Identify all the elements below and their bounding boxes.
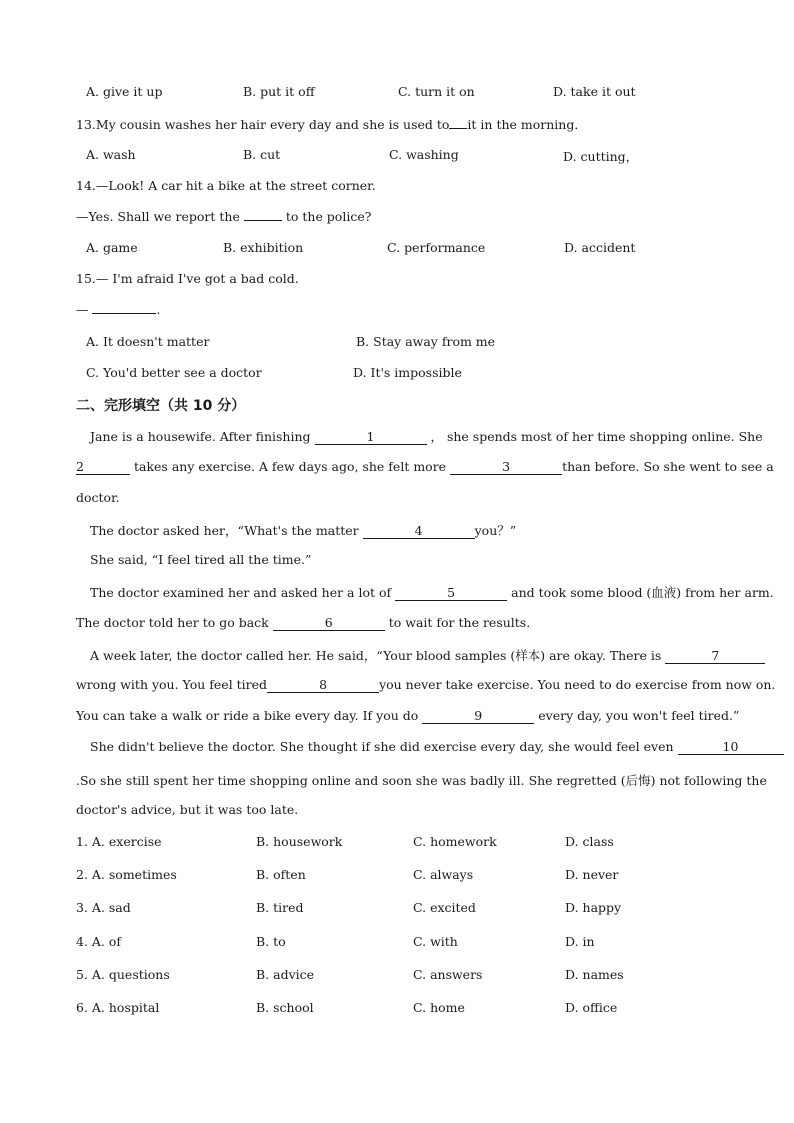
passage-text: The doctor examined her and asked her a lot of (90, 585, 392, 600)
passage-text: You can take a walk or ride a bike every day. If you do (76, 708, 419, 723)
passage-line (90, 521, 734, 539)
passage-line (76, 615, 720, 631)
passage-line: doctor. (76, 490, 120, 505)
q14-option-c: C. performance (387, 240, 486, 255)
q13-stem-before: 13.My cousin washes her hair every day and she is used to (76, 117, 450, 132)
cloze-option: B. often (256, 867, 306, 882)
cloze-option: B. tired (256, 900, 304, 915)
passage-text: than before. So she went to see a (562, 459, 774, 474)
q13-stem (76, 115, 587, 133)
cloze-option: C. answers (413, 967, 483, 982)
cloze-blank-1: 1 (315, 430, 427, 445)
cloze-blank-5: 5 (395, 586, 507, 601)
q15-option-b: B. Stay away from me (356, 334, 496, 349)
cloze-blank-6: 6 (273, 616, 385, 631)
q15-stem: 15.— I'm afraid I've got a bad cold. (76, 271, 299, 286)
q14-reply-before: —Yes. Shall we report the (76, 209, 240, 224)
cloze-option: C. with (413, 934, 458, 949)
cloze-option: C. excited (413, 900, 476, 915)
cloze-option: C. home (413, 1000, 465, 1015)
passage-text: The doctor asked her，“What's the matter (90, 523, 359, 538)
cloze-option: D. class (565, 834, 614, 849)
q15-option-c: C. You'd better see a doctor (86, 365, 262, 380)
passage-text: you？” (474, 523, 517, 538)
q15-option-d: D. It's impossible (353, 365, 462, 380)
passage-line (76, 708, 740, 724)
q13-stem-after: it in the morning． (467, 117, 587, 132)
q12-option-c: C. turn it on (398, 84, 475, 99)
passage-line (90, 427, 763, 445)
q13-option-a: A. wash (86, 147, 136, 162)
passage-line (90, 739, 739, 755)
passage-line: .So she still spent her time shopping online and soon she was badly ill. She regretted (后悔) not following the (76, 773, 767, 788)
passage-text: to wait for the results. (388, 615, 531, 630)
cloze-blank-9: 9 (422, 709, 534, 724)
q14-stem: 14.—Look! A car hit a bike at the street corner. (76, 178, 376, 193)
cloze-option: C. always (413, 867, 474, 882)
q12-option-d: D. take it out (553, 84, 636, 99)
cloze-blank-10: 10 (678, 740, 784, 755)
q13-option-b: B. cut (243, 147, 281, 162)
cloze-option: B. to (256, 934, 286, 949)
q14-reply (76, 209, 371, 224)
cloze-blank-4: 4 (363, 524, 475, 539)
passage-line (76, 459, 774, 475)
cloze-blank-3: 3 (450, 460, 562, 475)
cloze-option: D. happy (565, 900, 622, 915)
passage-text: Jane is a housewife. After finishing (90, 429, 311, 444)
cloze-option: B. advice (256, 967, 315, 982)
cloze-option: B. school (256, 1000, 314, 1015)
passage-text: A week later, the doctor called her. He said，“Your blood samples (样本) are okay. There is (90, 648, 662, 663)
q14-option-d: D. accident (564, 240, 636, 255)
cloze-blank-8: 8 (267, 678, 379, 693)
cloze-option: 5. A. questions (76, 967, 170, 982)
passage-line (90, 583, 774, 601)
cloze-option: 1. A. exercise (76, 834, 162, 849)
q15-reply-before: — (76, 302, 89, 317)
cloze-option: D. never (565, 867, 619, 882)
cloze-option: D. office (565, 1000, 618, 1015)
q15-reply (76, 302, 160, 317)
cloze-option: 4. A. of (76, 934, 122, 949)
passage-text: you never take exercise. You need to do exercise from now on. (379, 677, 776, 692)
passage-text: wrong with you. You feel tired (76, 677, 268, 692)
cloze-option: C. homework (413, 834, 497, 849)
section-title: 二、完形填空（共 10 分） (76, 398, 246, 414)
cloze-option: 2. A. sometimes (76, 867, 177, 882)
passage-line: She said, “I feel tired all the time.” (90, 552, 312, 567)
passage-text: The doctor told her to go back (76, 615, 269, 630)
cloze-option: D. names (565, 967, 624, 982)
passage-text: ， she spends most of her time shopping online. She (430, 429, 763, 444)
q13-blank (449, 128, 467, 129)
cloze-option: 3. A. sad (76, 900, 131, 915)
q13-option-c: C. washing (389, 147, 459, 162)
q12-option-a: A. give it up (86, 84, 163, 99)
cloze-blank-7: 7 (665, 649, 765, 664)
q12-option-b: B. put it off (243, 84, 315, 99)
q13-option-d: D. cutting， (563, 149, 639, 164)
passage-text: takes any exercise. A few days ago, she felt more (133, 459, 447, 474)
passage-line (76, 677, 776, 693)
passage-text: and took some blood (血液) from her arm. (511, 585, 774, 600)
passage-line (90, 646, 734, 664)
cloze-blank-2: 2 (76, 460, 130, 475)
q14-option-a: A. game (86, 240, 138, 255)
q15-blank (92, 313, 156, 314)
q15-reply-after: . (156, 302, 161, 317)
q15-option-a: A. It doesn't matter (86, 334, 210, 349)
cloze-option: B. housework (256, 834, 343, 849)
passage-text: She didn't believe the doctor. She thought if she did exercise every day, she would feel even (90, 739, 674, 754)
passage-text: every day, you won't feel tired.” (538, 708, 740, 723)
q14-reply-after: to the police? (285, 209, 372, 224)
q14-option-b: B. exhibition (223, 240, 304, 255)
passage-line: doctor's advice, but it was too late. (76, 802, 299, 817)
cloze-option: D. in (565, 934, 595, 949)
q14-blank (244, 220, 282, 221)
cloze-option: 6. A. hospital (76, 1000, 160, 1015)
